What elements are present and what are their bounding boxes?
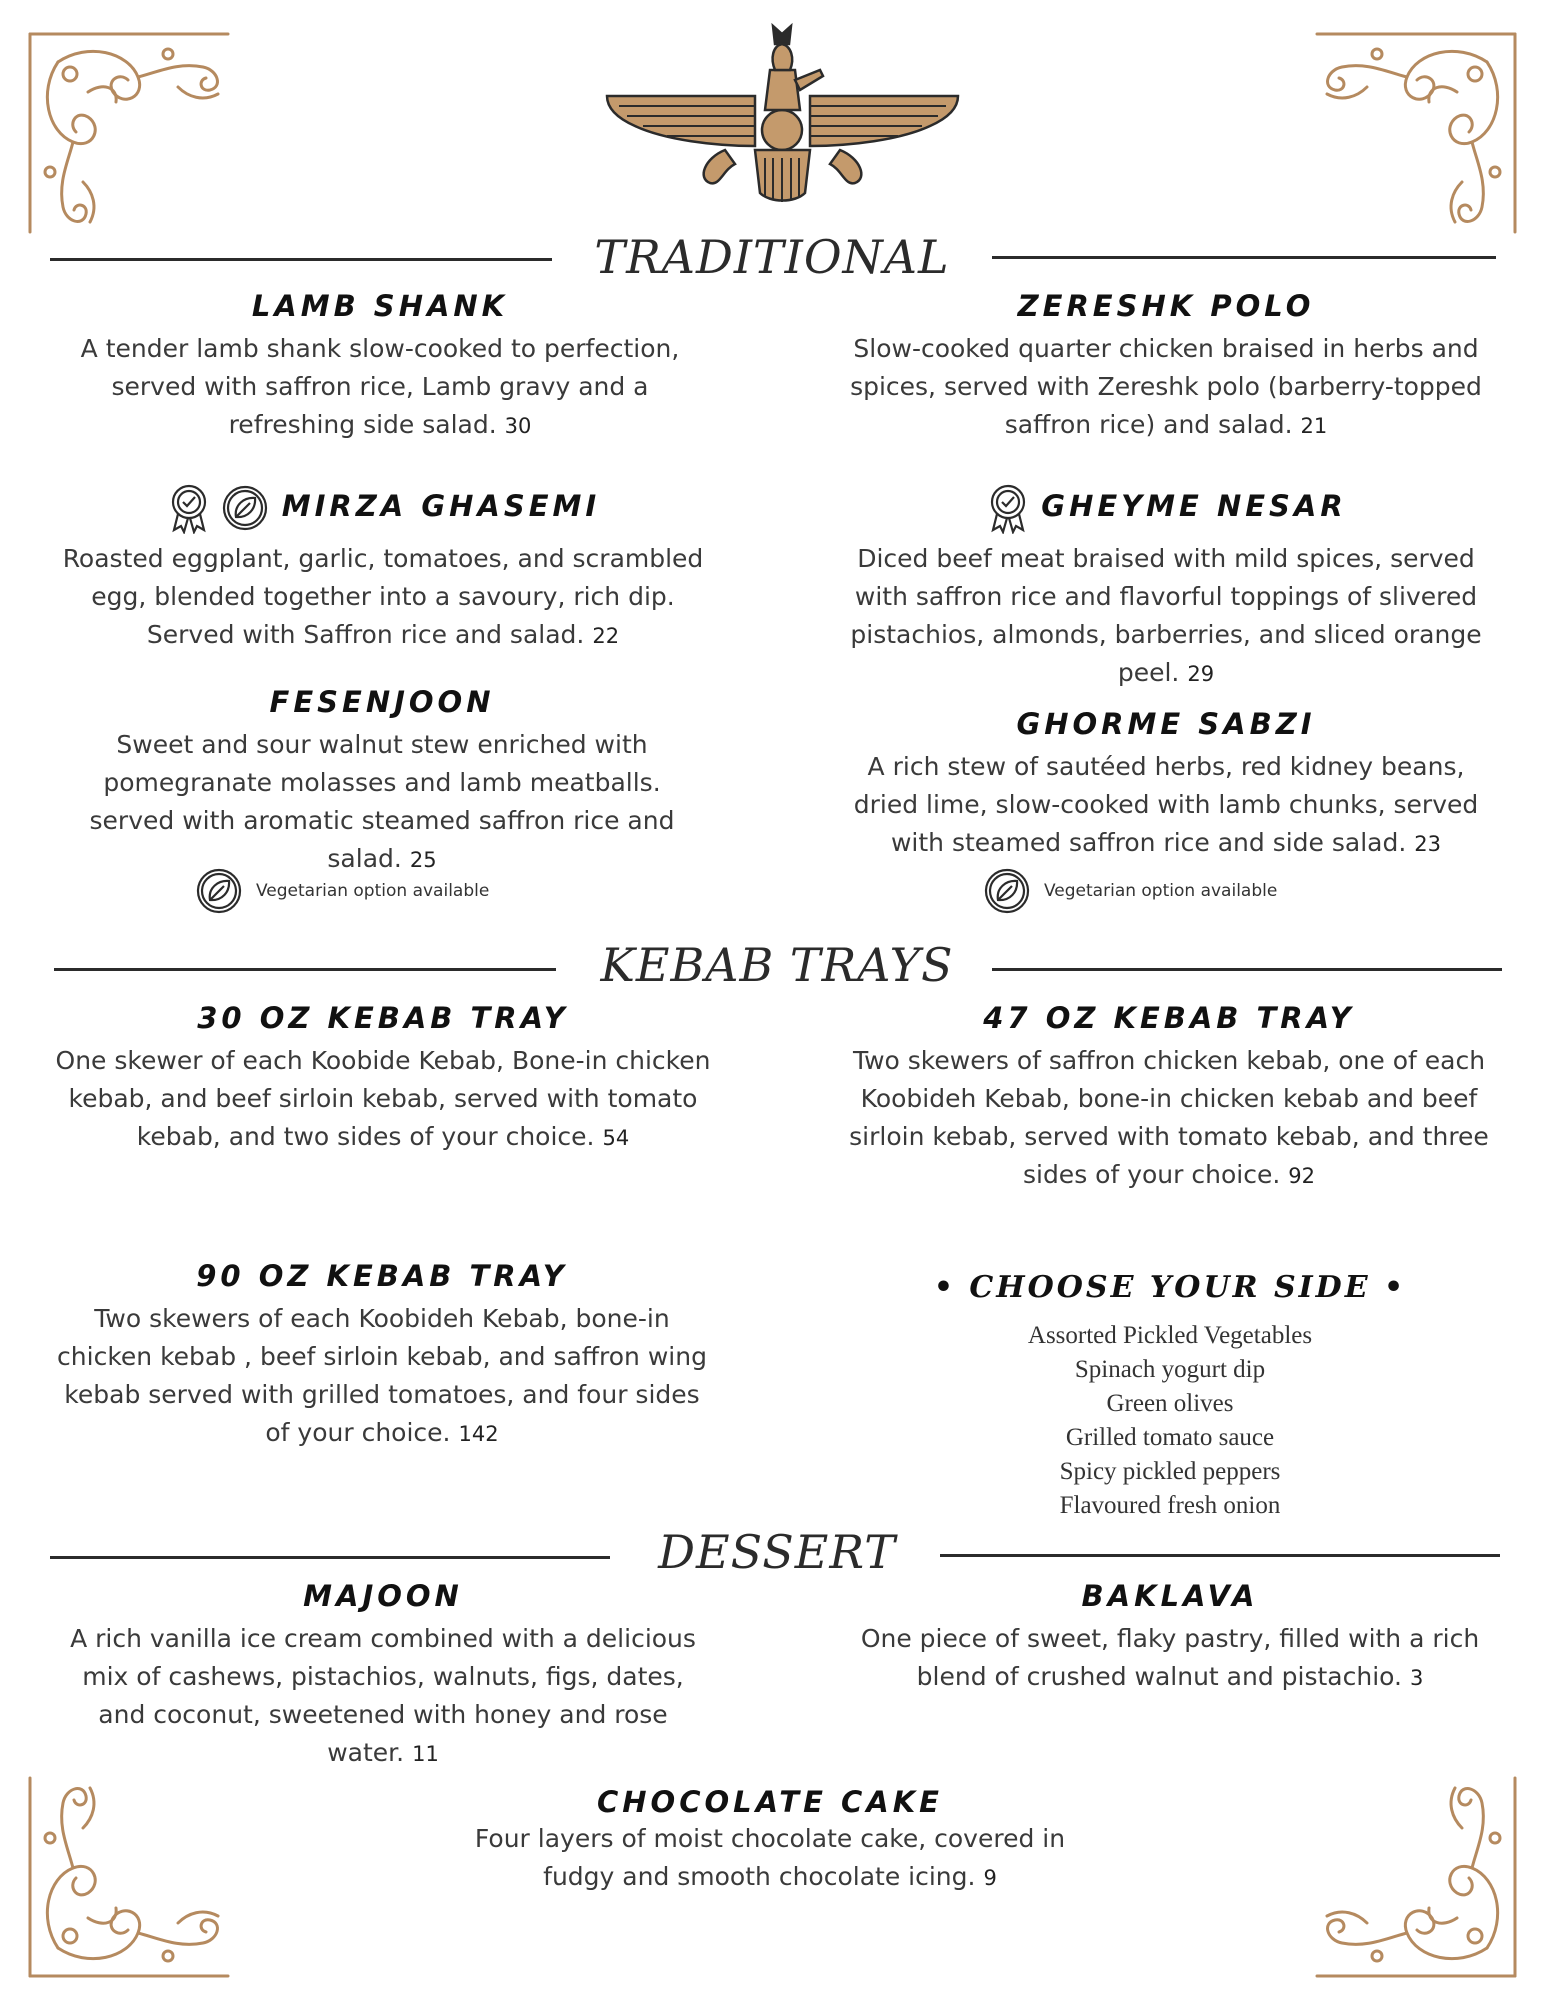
item-desc-text: Two skewers of saffron chicken kebab, one of each Koobideh Kebab, bone-in chicken kebab and beef sirloin kebab, served with tomato kebab, and three sides of your choice.	[849, 1046, 1489, 1189]
item-description	[54, 1300, 710, 1453]
item-name	[48, 482, 718, 534]
item-desc-text: Slow-cooked quarter chicken braised in herbs and spices, served with Zereshk polo (barberry-topped saffron rice) and salad.	[850, 334, 1482, 439]
item-name: 90 OZ KEBAB TRAY	[196, 1259, 568, 1293]
item-name: 30 OZ KEBAB TRAY	[197, 1001, 569, 1035]
vegetarian-note-text: Vegetarian option available	[1044, 881, 1278, 901]
menu-item-30oz-kebab-tray	[50, 1000, 716, 1157]
item-desc-text: A tender lamb shank slow-cooked to perfection, served with saffron rice, Lamb gravy and a refreshing side salad.	[80, 334, 680, 439]
vegetarian-note-text: Vegetarian option available	[256, 881, 490, 901]
dessert-rule-right	[940, 1554, 1500, 1557]
item-name-text: GHEYME NESAR	[1041, 489, 1347, 523]
award-badge-icon	[166, 482, 212, 534]
award-badge-icon	[985, 482, 1031, 534]
menu-item-90oz-kebab-tray	[54, 1258, 710, 1453]
kebab-rule-right	[992, 968, 1502, 971]
side-item: Green olives	[1106, 1390, 1234, 1417]
item-name: 47 OZ KEBAB TRAY	[983, 1001, 1355, 1035]
menu-item-majoon	[60, 1578, 706, 1773]
menu-item-47oz-kebab-tray	[836, 1000, 1502, 1195]
vegetarian-note-fesenjoon	[196, 868, 489, 914]
item-description	[836, 330, 1496, 445]
item-description	[60, 1620, 706, 1773]
traditional-rule-left	[50, 258, 552, 261]
item-name: CHOCOLATE CAKE	[597, 1785, 943, 1819]
item-price: 92	[1288, 1164, 1316, 1188]
item-desc-text: Sweet and sour walnut stew enriched with pomegranate molasses and lamb meatballs. served with aromatic steamed saffron rice and salad.	[89, 730, 675, 873]
item-price: 3	[1409, 1666, 1424, 1690]
item-description	[72, 726, 692, 879]
item-price: 30	[504, 414, 532, 438]
item-name: GHORME SABZI	[1016, 707, 1316, 741]
item-price: 25	[409, 848, 437, 872]
item-description	[836, 540, 1496, 693]
menu-item-chocolate-cake	[460, 1784, 1080, 1897]
menu-item-mirza-ghasemi	[48, 482, 718, 655]
dessert-rule-left	[50, 1556, 610, 1559]
item-description	[836, 1042, 1502, 1195]
item-desc-text: Two skewers of each Koobideh Kebab, bone-in chicken kebab , beef sirloin kebab, and saffron wing kebab served with grilled tomatoes, and four sides of your choice.	[57, 1304, 707, 1447]
leaf-icon	[196, 868, 242, 914]
item-desc-text: Roasted eggplant, garlic, tomatoes, and scrambled egg, blended together into a savoury, rich dip. Served with Saffron rice and salad.	[62, 544, 704, 649]
item-desc-text: A rich stew of sautéed herbs, red kidney beans, dried lime, slow-cooked with lamb chunks, served with steamed saffron rice and side salad.	[853, 752, 1479, 857]
choose-your-side-title: • CHOOSE YOUR SIDE •	[933, 1270, 1407, 1305]
item-desc-text: A rich vanilla ice cream combined with a delicious mix of cashews, pistachios, walnuts, figs, dates, and coconut, sweetened with honey and rose water.	[70, 1624, 696, 1767]
vegetarian-note-ghorme-sabzi	[984, 868, 1277, 914]
side-item: Grilled tomato sauce	[1065, 1424, 1275, 1451]
sides-list	[935, 1319, 1405, 1523]
item-name: BAKLAVA	[1081, 1579, 1259, 1613]
item-name: ZERESHK POLO	[1017, 289, 1315, 323]
item-description	[840, 1620, 1500, 1697]
item-description	[60, 330, 700, 445]
item-description	[460, 1820, 1080, 1897]
menu-item-fesenjoon	[72, 684, 692, 879]
section-title-kebab-trays: KEBAB TRAYS	[600, 938, 954, 992]
item-desc-text: Diced beef meat braised with mild spices, served with saffron rice and flavorful toppings of slivered pistachios, almonds, barberries, and sliced orange peel.	[850, 544, 1482, 687]
leaf-icon	[222, 485, 268, 531]
leaf-icon	[984, 868, 1030, 914]
section-title-traditional: TRADITIONAL	[594, 230, 950, 284]
corner-ornament-top-left	[28, 32, 248, 252]
traditional-rule-right	[992, 256, 1496, 259]
menu-item-zereshk-polo	[836, 288, 1496, 445]
kebab-rule-left	[54, 968, 556, 971]
faravahar-logo	[605, 18, 960, 208]
item-description	[836, 748, 1496, 863]
side-item: Spicy pickled peppers	[1059, 1458, 1281, 1485]
item-name-text: MIRZA GHASEMI	[281, 489, 601, 523]
section-title-dessert: DESSERT	[658, 1525, 896, 1579]
item-price: 29	[1187, 662, 1215, 686]
menu-item-gheyme-nesar	[836, 482, 1496, 693]
menu-item-ghorme-sabzi	[836, 706, 1496, 863]
corner-ornament-bottom-left	[28, 1758, 248, 1978]
side-item: Flavoured fresh onion	[1059, 1492, 1281, 1519]
item-price: 23	[1414, 832, 1442, 856]
item-price: 11	[412, 1742, 439, 1766]
side-item: Spinach yogurt dip	[1074, 1356, 1266, 1383]
corner-ornament-bottom-right	[1297, 1758, 1517, 1978]
item-desc-text: Four layers of moist chocolate cake, covered in fudgy and smooth chocolate icing.	[474, 1824, 1066, 1891]
item-price: 21	[1300, 414, 1328, 438]
side-item: Assorted Pickled Vegetables	[1027, 1322, 1313, 1349]
item-name: MAJOON	[303, 1579, 463, 1613]
corner-ornament-top-right	[1297, 32, 1517, 252]
item-name: FESENJOON	[269, 685, 495, 719]
item-desc-text: One piece of sweet, flaky pastry, filled with a rich blend of crushed walnut and pistachio.	[860, 1624, 1480, 1691]
item-price: 54	[602, 1126, 630, 1150]
item-name: LAMB SHANK	[251, 289, 509, 323]
menu-item-baklava	[840, 1578, 1500, 1697]
item-price: 9	[983, 1866, 997, 1890]
item-description	[50, 1042, 716, 1157]
item-description	[48, 540, 718, 655]
item-price: 142	[458, 1422, 499, 1446]
menu-item-lamb-shank	[60, 288, 700, 445]
item-name	[836, 482, 1496, 534]
item-desc-text: One skewer of each Koobide Kebab, Bone-in chicken kebab, and beef sirloin kebab, served with tomato kebab, and two sides of your choice.	[55, 1046, 711, 1151]
item-price: 22	[592, 624, 620, 648]
